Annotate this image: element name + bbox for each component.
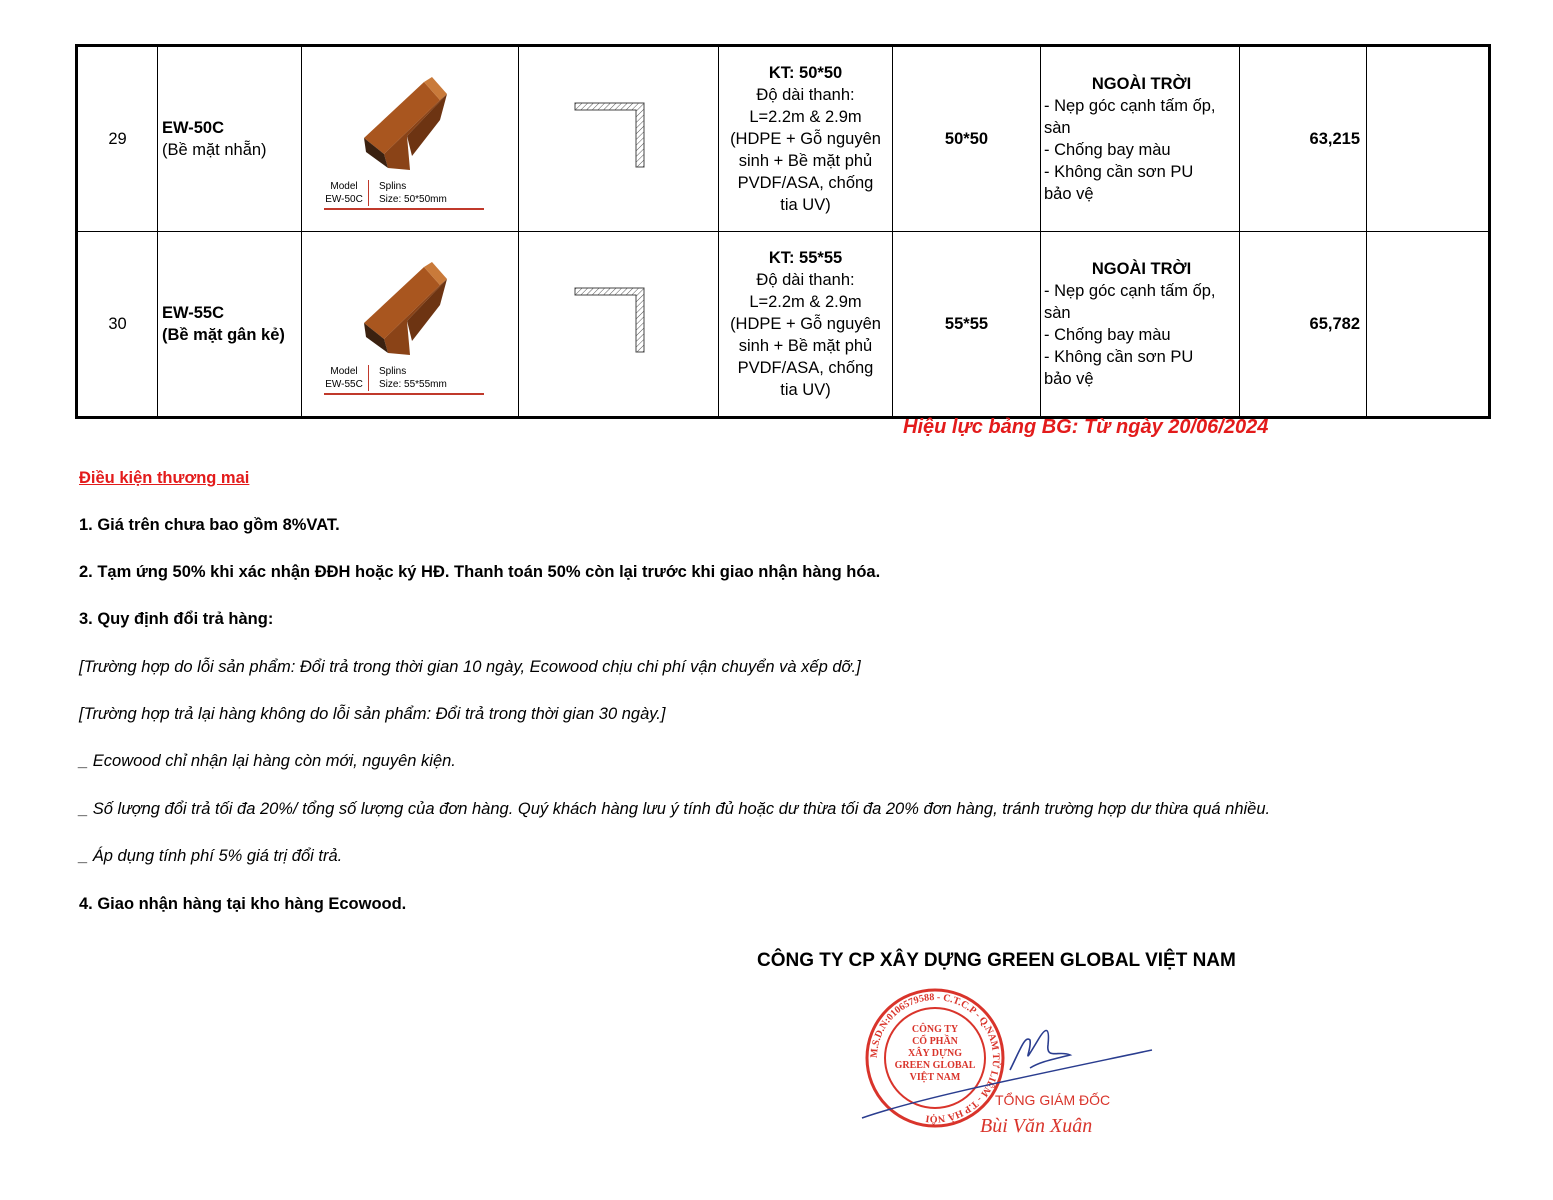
product-table xyxy=(75,44,1491,419)
caption-divider xyxy=(368,180,369,206)
type-label: Splins xyxy=(379,181,407,192)
profile-section-drawing xyxy=(519,47,718,225)
usage-line: - Nẹp góc cạnh tấm ốp, xyxy=(1044,97,1216,115)
term-item: 4. Giao nhận hàng tại kho hàng Ecowood. xyxy=(79,895,407,913)
spec-line: (HDPE + Gỗ nguyên xyxy=(730,130,881,148)
spec-line: Độ dài thanh: xyxy=(756,271,855,289)
usage-line: - Không cần sơn PU xyxy=(1044,348,1194,366)
spec-cell xyxy=(719,232,893,418)
term-item: 1. Giá trên chưa bao gồm 8%VAT. xyxy=(79,516,340,534)
model-value: EW-50C xyxy=(325,194,363,205)
term-item: _ Số lượng đổi trả tối đa 20%/ tổng số lượng của đơn hàng. Quý khách hàng lưu ý tính đủ hoặc dư thừa tối đa 20% đơn hàng, tránh trường hợp dư thừa quá nhiều. xyxy=(79,800,1271,818)
model-label: Model xyxy=(330,181,358,192)
spec-line: sinh + Bề mặt phủ xyxy=(738,152,873,170)
spec-title: KT: 55*55 xyxy=(768,249,843,267)
svg-text:XÂY DỰNG: XÂY DỰNG xyxy=(908,1048,962,1059)
size-cell: 50*50 xyxy=(893,46,1041,232)
profile-drawing-cell xyxy=(519,46,719,232)
term-item: 3. Quy định đổi trả hàng: xyxy=(79,610,274,628)
signer-name: Bùi Văn Xuân xyxy=(980,1115,1093,1137)
usage-line: sàn xyxy=(1044,119,1071,137)
model-value: EW-55C xyxy=(325,379,363,390)
usage-line: - Chống bay màu xyxy=(1044,326,1171,344)
svg-text:GREEN GLOBAL: GREEN GLOBAL xyxy=(894,1060,976,1071)
usage-line: bảo vệ xyxy=(1044,370,1094,388)
table-row xyxy=(77,46,1490,232)
row-number: 30 xyxy=(77,232,158,418)
wood-corner-profile-image xyxy=(302,235,518,365)
caption-divider xyxy=(368,365,369,391)
usage-title: NGOÀI TRỜI xyxy=(1091,75,1192,93)
caption-underline xyxy=(324,208,484,210)
table-row xyxy=(77,232,1490,418)
signer-title: TỔNG GIÁM ĐỐC xyxy=(995,1092,1111,1108)
usage-line: - Nẹp góc cạnh tấm ốp, xyxy=(1044,282,1216,300)
term-item: _ Ecowood chỉ nhận lại hàng còn mới, nguyên kiện. xyxy=(79,752,456,770)
svg-text:M.S.D.N:0106579588 - C.T.C.P -: M.S.D.N:0106579588 - C.T.C.P - Q.NAM TỪ LIÊM - T.P HÀ NỘI xyxy=(868,991,1002,1125)
product-code-cell xyxy=(158,46,302,232)
product-code-cell xyxy=(158,232,302,418)
term-item: [Trường hợp trả lại hàng không do lỗi sản phẩm: Đổi trả trong thời gian 30 ngày.] xyxy=(79,705,666,723)
usage-cell xyxy=(1041,232,1240,418)
spec-line: sinh + Bề mặt phủ xyxy=(738,337,873,355)
product-code: EW-55C xyxy=(162,304,225,322)
spec-line: (HDPE + Gỗ nguyên xyxy=(730,315,881,333)
price-cell: 63,215 xyxy=(1240,46,1367,232)
price-cell: 65,782 xyxy=(1240,232,1367,418)
product-image xyxy=(302,50,518,228)
caption-underline xyxy=(324,393,484,395)
terms-title: Điều kiện thương mai xyxy=(79,469,250,487)
product-image-cell xyxy=(302,46,519,232)
usage-line: - Chống bay màu xyxy=(1044,141,1171,159)
spec-title: KT: 50*50 xyxy=(768,64,843,82)
spec-line: PVDF/ASA, chống xyxy=(737,359,874,377)
usage-cell xyxy=(1041,46,1240,232)
size-cell: 55*55 xyxy=(893,232,1041,418)
spec-line: tia UV) xyxy=(780,381,831,399)
svg-text:CỔ PHẦN: CỔ PHẦN xyxy=(912,1036,958,1047)
usage-line: sàn xyxy=(1044,304,1071,322)
usage-line: - Không cần sơn PU xyxy=(1044,163,1194,181)
spec-line: PVDF/ASA, chống xyxy=(737,174,874,192)
product-surface: (Bề mặt nhẵn) xyxy=(162,141,267,159)
spec-line: L=2.2m & 2.9m xyxy=(749,293,862,311)
spec-line: Độ dài thanh: xyxy=(756,86,855,104)
profile-section-drawing xyxy=(519,232,718,410)
term-item: _ Áp dụng tính phí 5% giá trị đổi trả. xyxy=(79,847,343,865)
model-label: Model xyxy=(330,366,358,377)
note-cell xyxy=(1367,46,1490,232)
row-number: 29 xyxy=(77,46,158,232)
spec-line: tia UV) xyxy=(780,196,831,214)
wood-corner-profile-image xyxy=(302,50,518,180)
type-label: Splins xyxy=(379,366,407,377)
svg-text:VIỆT NAM: VIỆT NAM xyxy=(909,1072,961,1083)
size-label: Size: 50*50mm xyxy=(379,194,447,205)
product-image-cell xyxy=(302,232,519,418)
product-surface: (Bề mặt gân kẻ) xyxy=(162,326,285,344)
spec-cell xyxy=(719,46,893,232)
usage-title: NGOÀI TRỜI xyxy=(1091,260,1192,278)
spec-line: L=2.2m & 2.9m xyxy=(749,108,862,126)
term-item: [Trường hợp do lỗi sản phẩm: Đổi trả trong thời gian 10 ngày, Ecowood chịu chi phí vận chuyển và xếp dỡ.] xyxy=(79,658,861,676)
profile-drawing-cell xyxy=(519,232,719,418)
company-name: CÔNG TY CP XÂY DỰNG GREEN GLOBAL VIỆT NAM xyxy=(757,950,1236,971)
usage-line: bảo vệ xyxy=(1044,185,1094,203)
product-code: EW-50C xyxy=(162,119,225,137)
note-cell xyxy=(1367,232,1490,418)
validity-notice: Hiệu lực bảng BG: Từ ngày 20/06/2024 xyxy=(903,416,1269,438)
product-image xyxy=(302,235,518,413)
company-seal-signature xyxy=(860,980,1160,1140)
svg-text:CÔNG TY: CÔNG TY xyxy=(911,1024,959,1035)
size-label: Size: 55*55mm xyxy=(379,379,447,390)
term-item: 2. Tạm ứng 50% khi xác nhận ĐĐH hoặc ký HĐ. Thanh toán 50% còn lại trước khi giao nhận hàng hóa. xyxy=(79,563,881,581)
